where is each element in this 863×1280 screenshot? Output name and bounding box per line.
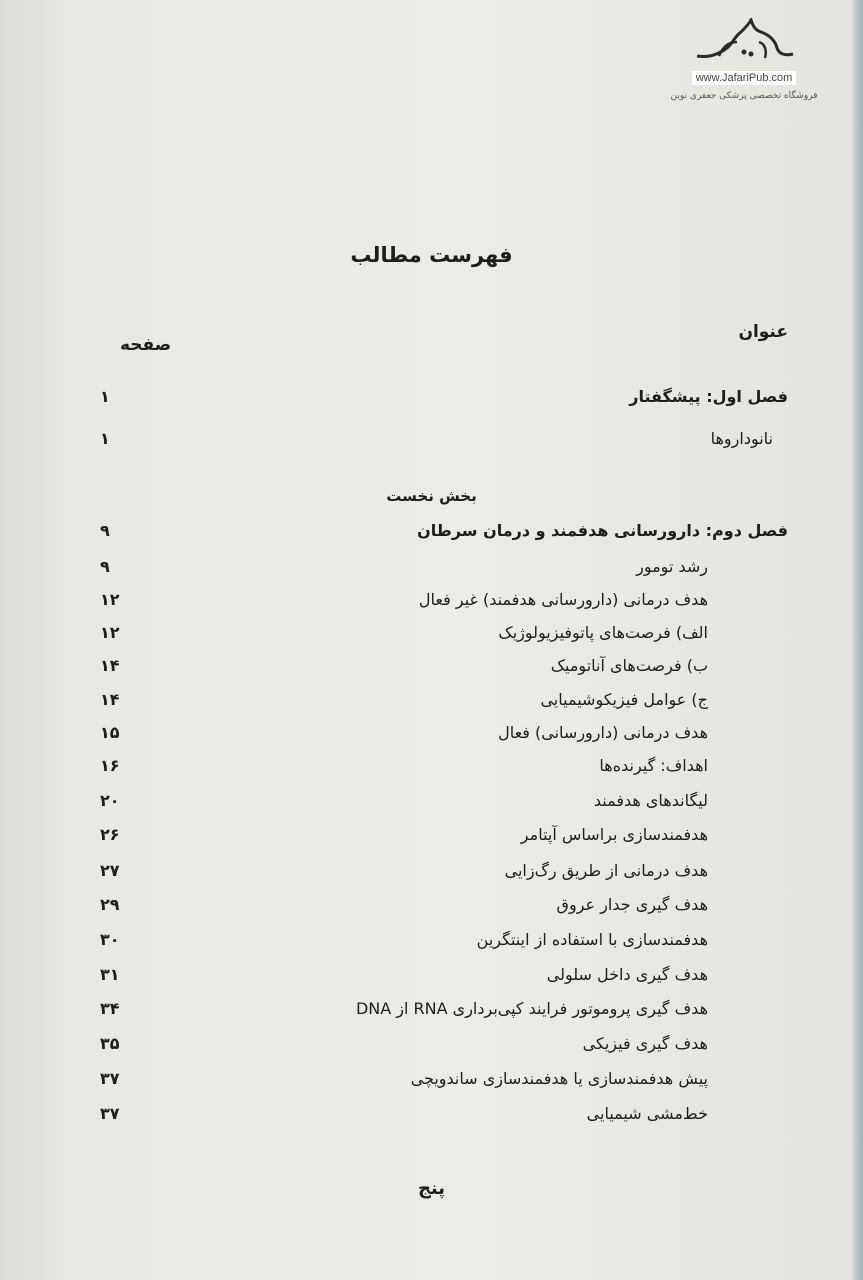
toc-entry-text: هدف گیری جدار عروق bbox=[556, 894, 708, 914]
toc-entry-text: رشد تومور bbox=[636, 556, 708, 576]
toc-entry bbox=[100, 651, 708, 679]
toc-page-number: ۱ bbox=[100, 428, 110, 448]
toc-entry-text: فصل اول: پیشگفتار bbox=[629, 386, 788, 406]
toc-entry-text: الف) فرصت‌های پاتوفیزیولوژیک bbox=[498, 622, 708, 642]
toc-page-number: ۳۷ bbox=[100, 1068, 120, 1088]
publisher-logo-icon bbox=[689, 18, 799, 66]
title-column-header: عنوان bbox=[738, 322, 788, 342]
publisher-url: www.JafariPub.com bbox=[692, 71, 797, 85]
toc-page-number: ۲۷ bbox=[100, 860, 120, 880]
toc-entry-text: هدفمندسازی با استفاده از اینتگرین bbox=[476, 929, 708, 949]
toc-page-number: ۲۹ bbox=[100, 894, 120, 914]
store-name: فروشگاه تخصصی پزشکی جعفری نوین bbox=[670, 91, 818, 101]
toc-page-number: ۳۷ bbox=[100, 1103, 120, 1123]
toc-entry-text: لیگاندهای هدفمند bbox=[593, 790, 708, 810]
toc-entry bbox=[100, 552, 708, 580]
toc-entry-text: هدف درمانی از طریق رگ‌زایی bbox=[504, 860, 708, 880]
toc-entry bbox=[100, 751, 708, 779]
toc-entry-text: ج) عوامل فیزیکوشیمیایی bbox=[540, 689, 708, 709]
toc-entry-text: نانوداروها bbox=[710, 428, 773, 448]
toc-entry-text: فصل دوم: دارورسانی هدفمند و درمان سرطان bbox=[417, 520, 788, 540]
toc-page-number: ۱۲ bbox=[100, 589, 120, 609]
page-column-header: صفحه bbox=[120, 335, 172, 355]
toc-entry bbox=[100, 820, 708, 848]
toc-page-number: ۳۰ bbox=[100, 929, 120, 949]
toc-page-number: ۳۵ bbox=[100, 1033, 120, 1053]
toc-chapter-2 bbox=[100, 516, 788, 544]
toc-entry-text: خط‌مشی شیمیایی bbox=[586, 1103, 708, 1123]
toc-entry bbox=[100, 718, 708, 746]
toc-entry-text: هدف گیری پروموتور فرایند کپی‌برداری RNA از DNA bbox=[355, 998, 708, 1018]
toc-page-number: ۱۴ bbox=[100, 655, 120, 675]
toc-entry bbox=[100, 890, 708, 918]
toc-entry bbox=[100, 1029, 708, 1057]
toc-entry-text: هدف گیری داخل سلولی bbox=[546, 964, 708, 984]
toc-entry-text: ب) فرصت‌های آناتومیک bbox=[550, 655, 708, 675]
page-number-footer: پنج bbox=[417, 1178, 446, 1199]
toc-entry bbox=[100, 618, 708, 646]
toc-entry-text: پیش هدفمندسازی یا هدفمندسازی ساندویچی bbox=[410, 1068, 708, 1088]
toc-entry-text: هدفمندسازی براساس آپتامر bbox=[520, 824, 708, 844]
toc-entry bbox=[100, 786, 708, 814]
toc-entry-text: هدف درمانی (دارورسانی هدفمند) غیر فعال bbox=[418, 589, 708, 609]
toc-page-number: ۱۴ bbox=[100, 689, 120, 709]
toc-entry bbox=[100, 585, 708, 613]
toc-page-number: ۹ bbox=[100, 556, 110, 576]
toc-entry bbox=[100, 994, 708, 1022]
toc-entry-text: اهداف: گیرنده‌ها bbox=[599, 755, 708, 775]
toc-page-number: ۱۶ bbox=[100, 755, 120, 775]
toc-page-number: ۲۰ bbox=[100, 790, 120, 810]
toc-page-number: ۱ bbox=[100, 386, 110, 406]
toc-entry bbox=[100, 856, 708, 884]
toc-page-number: ۱۲ bbox=[100, 622, 120, 642]
toc-chapter-1 bbox=[100, 382, 788, 410]
page-title: فهرست مطالب bbox=[350, 243, 513, 267]
page-edge bbox=[853, 0, 863, 1280]
toc-entry-text: هدف گیری فیزیکی bbox=[582, 1033, 708, 1053]
toc-entry bbox=[100, 1099, 708, 1127]
toc-page-number: ۹ bbox=[100, 520, 110, 540]
toc-page-number: ۳۱ bbox=[100, 964, 120, 984]
section-heading: بخش نخست bbox=[386, 487, 477, 505]
toc-entry bbox=[100, 1064, 708, 1092]
toc-entry-text: هدف درمانی (دارورسانی) فعال bbox=[498, 722, 708, 742]
toc-entry bbox=[100, 685, 708, 713]
toc-entry bbox=[100, 960, 708, 988]
toc-entry bbox=[100, 424, 773, 452]
publisher-watermark bbox=[669, 18, 819, 101]
toc-page-number: ۲۶ bbox=[100, 824, 120, 844]
toc-page-number: ۳۴ bbox=[100, 998, 120, 1018]
toc-entry bbox=[100, 925, 708, 953]
toc-page-number: ۱۵ bbox=[100, 722, 120, 742]
